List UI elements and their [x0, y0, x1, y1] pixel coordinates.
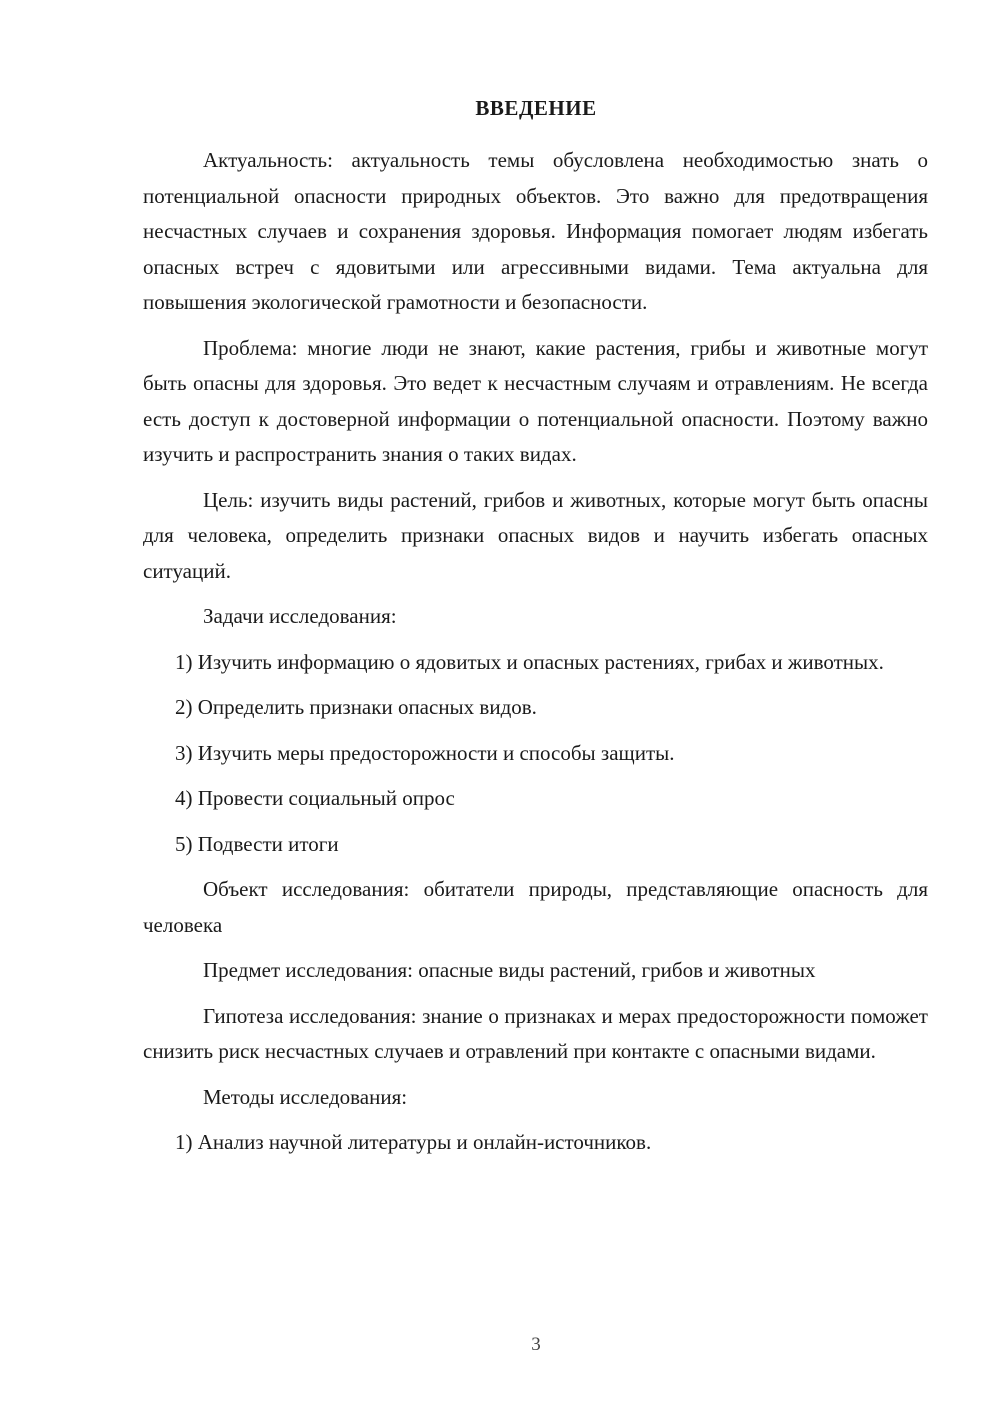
task-item-3: 3) Изучить меры предосторожности и способы защиты.	[175, 740, 675, 765]
methods-heading: Методы исследования:	[203, 1084, 408, 1109]
subject-paragraph: Предмет исследования: опасные виды растений, грибов и животных	[203, 958, 816, 982]
document-body	[143, 143, 928, 1171]
hypothesis-paragraph: Гипотеза исследования: знание о признаках и мерах предосторожности поможет снизить риск несчастных случаев и отравлений при контакте с опасными видами.	[143, 1003, 928, 1063]
object-paragraph: Объект исследования: обитатели природы, представляющие опасность для человека	[143, 877, 928, 937]
task-item-5: 5) Подвести итоги	[175, 831, 339, 856]
problem-paragraph: Проблема: многие люди не знают, какие растения, грибы и животные могут быть опасны для здоровья. Это ведет к несчастным случаям и отравлениям. Не всегда есть доступ к достоверной информации о потенциальной опасности. Поэтому важно изучить и распространить знания о таких видах.	[143, 335, 928, 466]
task-item-2: 2) Определить признаки опасных видов.	[175, 695, 537, 719]
page-title: ВВЕДЕНИЕ	[475, 96, 597, 120]
task-item-4: 4) Провести социальный опрос	[175, 786, 455, 810]
task-item-1: 1) Изучить информацию о ядовитых и опасных растениях, грибах и животных.	[175, 649, 884, 674]
page-number: 3	[531, 1334, 541, 1355]
tasks-heading: Задачи исследования:	[203, 604, 397, 628]
method-item-1: 1) Анализ научной литературы и онлайн-источников.	[175, 1130, 652, 1154]
goal-paragraph: Цель: изучить виды растений, грибов и животных, которые могут быть опасны для человека, определить признаки опасных видов и научить избегать опасных ситуаций.	[143, 487, 928, 583]
relevance-paragraph: Актуальность: актуальность темы обусловлена необходимостью знать о потенциальной опасности природных объектов. Это важно для предотвращения несчастных случаев и сохранения здоровья. Информация помогает людям избегать опасных встреч с ядовитыми или агрессивными видами. Тема актуальна для повышения экологической грамотности и безопасности.	[143, 148, 928, 314]
